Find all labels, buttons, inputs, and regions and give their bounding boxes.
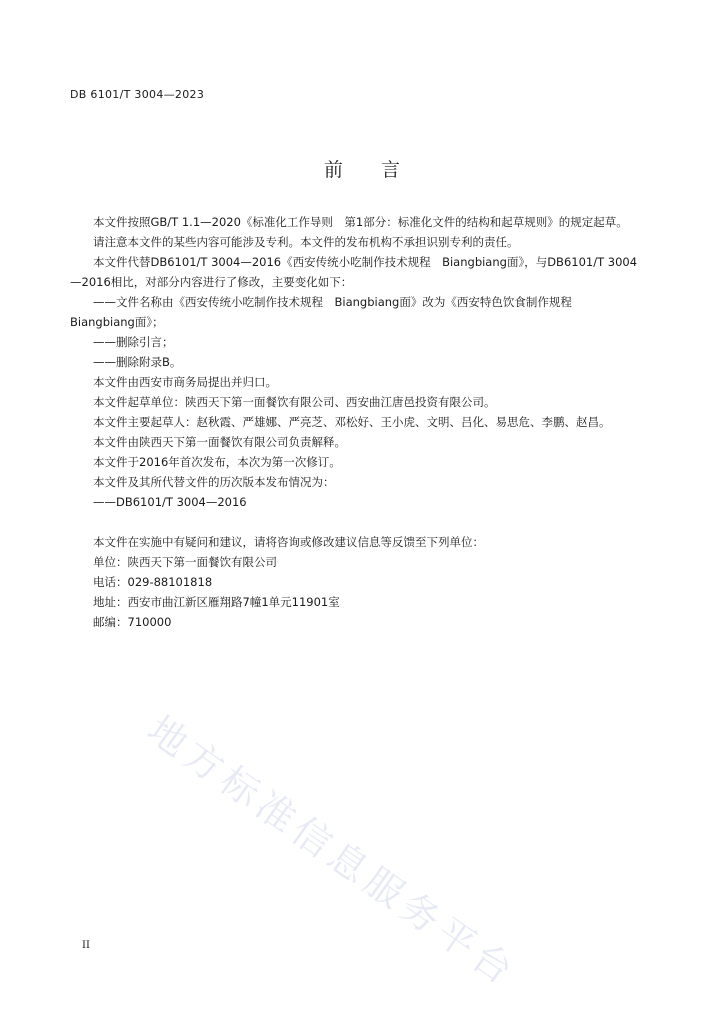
watermark: 地方标准信息服务平台 (139, 707, 526, 996)
change-item-name: ——文件名称由《西安传统小吃制作技术规程 Biangbiang面》改为《西安特色饮食制作规程 Biangbiang面》； (70, 295, 584, 329)
paragraph-drafters: 本文件主要起草人：赵秋霞、严雄娜、严亮芝、邓松好、王小虎、文明、吕化、易思危、李鹏、赵昌。 (93, 415, 611, 429)
contact-postcode: 邮编：710000 (93, 615, 172, 629)
page-number: II (82, 940, 90, 951)
contact-intro: 本文件在实施中有疑问和建议，请将咨询或修改建议信息等反馈至下列单位： (93, 535, 484, 549)
paragraph-patent-notice: 请注意本文件的某些内容可能涉及专利。本文件的发布机构不承担识别专利的责任。 (93, 235, 519, 249)
paragraph-drafting-basis: 本文件按照GB/T 1.1—2020《标准化工作导则 第1部分：标准化文件的结构和起草规则》的规定起草。 (93, 215, 628, 229)
paragraph-revision-history: 本文件于2016年首次发布，本次为第一次修订。 (93, 455, 341, 469)
paragraph-interpretation: 本文件由陕西天下第一面餐饮有限公司负责解释。 (93, 435, 346, 449)
document-body (70, 212, 640, 632)
paragraph-versions-intro: 本文件及其所代替文件的历次版本发布情况为： (93, 475, 335, 489)
contact-unit: 单位：陕西天下第一面餐饮有限公司 (93, 555, 277, 569)
paragraph-replacement: 本文件代替DB6101/T 3004—2016《西安传统小吃制作技术规程 Biangbiang面》，与DB6101/T 3004—2016相比，对部分内容进行了修改，主要变化如下： (70, 255, 638, 289)
document-code: DB 6101/T 3004—2023 (70, 88, 205, 101)
page-title: 前言 (323, 159, 438, 181)
paragraph-drafting-units: 本文件起草单位：陕西天下第一面餐饮有限公司、西安曲江唐邑投资有限公司。 (93, 395, 496, 409)
change-item-appendix: ——删除附录B。 (93, 355, 182, 369)
contact-phone: 电话：029-88101818 (93, 575, 213, 589)
version-item: ——DB6101/T 3004—2016 (93, 495, 247, 509)
paragraph-proposer: 本文件由西安市商务局提出并归口。 (93, 375, 277, 389)
contact-address: 地址：西安市曲江新区雁翔路7幢1单元11901室 (93, 595, 340, 609)
change-item-intro: ——删除引言； (93, 335, 174, 349)
